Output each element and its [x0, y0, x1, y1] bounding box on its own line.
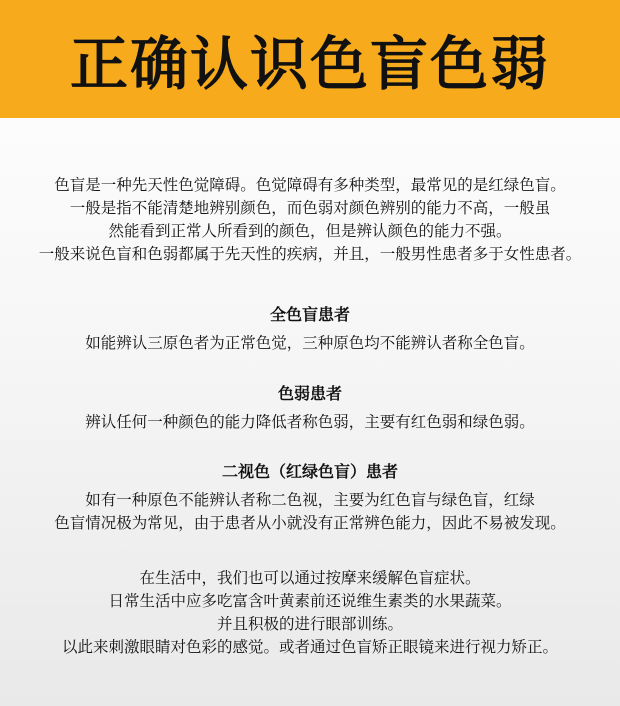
intro-line: 一般来说色盲和色弱都属于先天性的疾病，并且，一般男性患者多于女性患者。 — [38, 245, 582, 263]
section-line: 色盲情况极为常见，由于患者从小就没有正常辨色能力，因此不易被发现。 — [54, 513, 566, 532]
intro-line: 然能看到正常人所看到的颜色，但是辨认颜色的能力不强。 — [108, 222, 512, 240]
intro-line: 一般是指不能清楚地辨别颜色，而色弱对颜色辨别的能力不高，一般虽 — [69, 199, 551, 217]
outro-line: 并且积极的进行眼部训练。 — [216, 615, 403, 633]
section-line: 如有一种原色不能辨认者称二色视，主要为红色盲与绿色盲，红绿 — [85, 491, 535, 509]
article-body — [0, 118, 620, 659]
outro-line: 在生活中，我们也可以通过按摩来缓解色盲症状。 — [139, 569, 481, 587]
intro-paragraph — [0, 174, 620, 266]
outro-paragraph — [0, 567, 620, 659]
section-heading: 二视色（红绿色盲）患者 — [221, 462, 398, 481]
section-color-weakness — [0, 383, 620, 434]
outro-line: 日常生活中应多吃富含叶黄素前还说维生素类的水果蔬菜。 — [108, 592, 512, 610]
section-line: 如能辨认三原色者为正常色觉，三种原色均不能辨认者称全色盲。 — [85, 334, 535, 352]
section-heading: 全色盲患者 — [269, 305, 350, 324]
title-banner — [0, 0, 620, 118]
section-heading: 色弱患者 — [277, 383, 342, 403]
section-line: 辨认任何一种颜色的能力降低者称色弱，主要有红色弱和绿色弱。 — [85, 412, 535, 431]
intro-line: 色盲是一种先天性色觉障碍。色觉障碍有多种类型，最常见的是红绿色盲。 — [54, 176, 566, 194]
section-total-color-blindness — [0, 304, 620, 355]
page-title: 正确认识色盲色弱 — [69, 30, 550, 98]
section-dichromacy — [0, 461, 620, 534]
outro-line: 以此来刺激眼睛对色彩的感觉。或者通过色盲矫正眼镜来进行视力矫正。 — [61, 638, 558, 656]
